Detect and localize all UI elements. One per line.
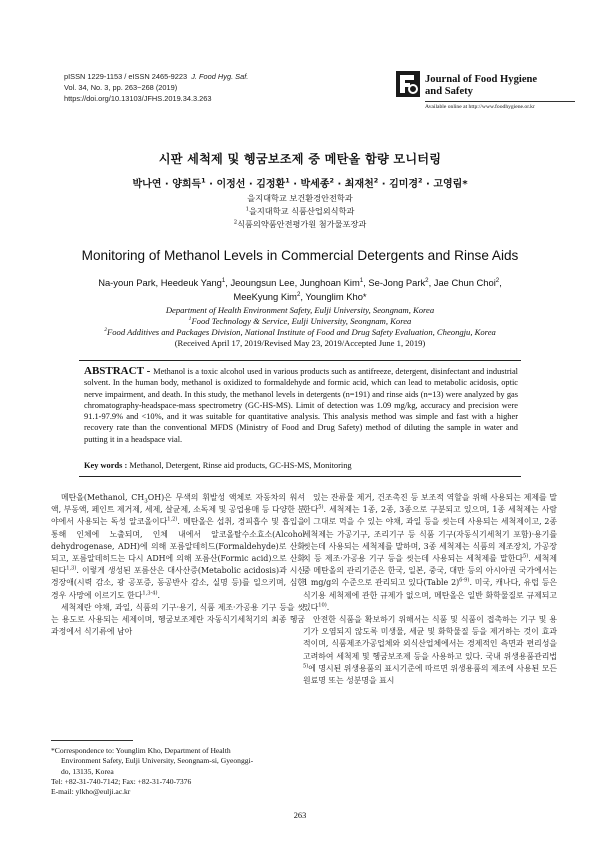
english-author-name: , [499, 277, 502, 288]
korean-author-name: 김정환 [256, 179, 286, 190]
body-text: . 메탄올은 섭취, 경피흡수 및 흡입을 통해 인체에 노출되며, 인체 내에서 알코올탈수소효소(Alcohol dehydrogenase, ADH)에 의해 포름알데히드(Formaldehyde)로 산화되고, 포름알데히드는 다시 ADH에 의해 포름산(Formic acid)으로 산화된다 [51, 517, 305, 576]
english-author-name: , Se-Jong Park [363, 277, 426, 288]
english-author-sup: 1 [221, 276, 226, 284]
citation-ref: 1,3) [66, 565, 77, 572]
korean-author-name: 박나연 [132, 179, 162, 190]
citation-ref: 6-9) [459, 577, 470, 584]
body-text: 안전한 식품을 확보하기 위해서는 식품 및 식품이 접촉하는 기구 및 용기가 오염되지 않도록 미생물, 세균 및 화학물질 등을 제거하는 것이 효과적이며, 식품제조가공업체와 외식산업체에서는 경제적인 측면과 편리성을 고려하여 세척제 및 헹굼보조제 등을 사용하고 있다. 국내 위생용품관리법 [303, 615, 557, 661]
body-text: 메탄올(Methanol, CH [61, 493, 145, 502]
keywords-label: Key words : [84, 461, 130, 470]
body-paragraph [303, 614, 557, 687]
body-text: 있는 잔류물 제거, 건조촉진 등 보조적 역할을 위해 사용되는 제제를 말한다 [303, 493, 557, 515]
citation-ref: 10) [318, 602, 327, 609]
english-affiliations [40, 305, 560, 339]
citation-ref: 5) [522, 553, 529, 560]
journal-citation-block [64, 71, 248, 104]
keywords [84, 461, 518, 470]
english-affiliation-1: $^1$Food Technology & Service, Eulji University, Seongnam, Korea [188, 316, 412, 327]
korean-author-sup: 1 [285, 176, 290, 185]
journal-title-line1: Journal of Food Hygiene [425, 74, 538, 85]
english-authors [40, 276, 560, 304]
citation-ref: 5) [303, 663, 309, 670]
english-author-name: Heedeuk Yang [160, 277, 222, 288]
body-text: . [157, 590, 161, 600]
english-author-sup: 2 [495, 276, 500, 284]
volume-line: Vol. 34, No. 3, pp. 263~268 (2019) [64, 83, 178, 92]
english-affiliation-2: $^2$Food Additives and Packages Division, National Institute of Food and Drug Safety Evaluation, Cheongju, Korea [104, 327, 496, 338]
english-author-name: Na-youn Park, [98, 277, 161, 288]
english-author-name: , Jeoungsun Lee, Junghoan Kim [225, 277, 360, 288]
correspondence-footnote: *Correspondence to: Younglim Kho, Department of Health Environment Safety, Eulji University, Seongnam-si, Gyeonggi- do, 13135, Korea Tel: +82-31-740-7142; Fax: +82-31-740-7376 E-mail: ylkho@eulji.ac.kr [51, 746, 301, 797]
english-author-name: , Younglim Kho* [300, 291, 367, 302]
body-text: . 세척제는 1종, 2종, 3종으로 구분되고 있으며, 1종 세척제는 사람이 그대로 먹을 수 있는 야채, 과일 등을 씻는데 사용되는 세척제이고, 2종 세척제는 가공기구, 조리기구 등 식품 기구(자동식기세척기 포함)·용기를 씻는데 사용되는 세척제를 말하며, 3종 세척제는 식품의 제조장치, 가공장치 등 제조·가공용 기구 등을 씻는데 사용되는 세척제를 말한다 [303, 505, 557, 564]
english-author-sup: 2 [296, 290, 301, 298]
korean-author-name: 박세종 [300, 179, 330, 190]
abstract-label: ABSTRACT - [84, 365, 154, 377]
body-paragraph [303, 492, 557, 614]
english-authors-line2 [40, 290, 560, 304]
citation-ref: 1,3-4) [142, 590, 158, 596]
body-column-left [51, 492, 305, 638]
abstract [84, 366, 518, 445]
english-affiliation-0: Department of Health Environment Safety, Eulji University, Seongnam, Korea [165, 305, 435, 315]
korean-author-name: 양희득 [172, 179, 202, 190]
korean-affiliation-0: 을지대학교 보건환경안전학과 [247, 193, 353, 203]
english-author-name: , Jae Chun Choi [428, 277, 496, 288]
page-number: 263 [293, 811, 307, 820]
english-title: Monitoring of Methanol Levels in Commercial Detergents and Rinse Aids [81, 248, 519, 263]
body-text: OH)은 무색의 휘발성 액체로 자동차의 워셔액, 부동액, 페인트 제거제, 세제, 살균제, 소독제 및 공업용매 등 다양한 분야에서 사용되는 독성 알코올이다 [51, 493, 305, 527]
korean-author-sup: 1 [201, 176, 206, 185]
korean-author-sup: 2 [418, 176, 423, 185]
korean-affiliation-2: $^2$식품의약품안전평가원 첨가물포장과 [233, 219, 367, 229]
chemical-subscript: 3 [144, 498, 148, 505]
korean-author-sup: 2 [373, 176, 379, 185]
body-text: 에 명시된 위생용품의 표시기준에 따르면 위생용품의 제조에 사용된 모든 원료명 또는 성분명을 표시 [303, 663, 558, 686]
english-author-sup: 2 [425, 276, 429, 284]
correspondence-email[interactable]: E-mail: ylkho@eulji.ac.kr [51, 787, 131, 797]
keywords-text: Methanol, Detergent, Rinse aid products, GC-HS-MS, Monitoring [129, 461, 352, 470]
body-text: . 이렇게 생성된 포름산은 대사산증(Metabolic acidosis)과 시신경장애(시력 감소, 광 공포증, 동공반사 감소, 실명 등)를 일으키며, 심한 경우 사망에 이르기도 한다 [51, 566, 305, 600]
journal-masthead [425, 74, 575, 111]
korean-author-name: 최재천 [344, 179, 374, 190]
english-author-sup: 1 [359, 276, 364, 284]
korean-affiliation-1: $^1$을지대학교 식품산업외식학과 [245, 206, 355, 216]
body-column-right [303, 492, 557, 687]
footnote-divider [51, 740, 133, 741]
body-paragraph [51, 602, 305, 639]
body-text: 세척제란 야채, 과일, 식품의 기구·용기, 식품 제조·가공용 기구 등을 씻는 용도로 사용되는 세제이며, 헹굼보조제란 자동식기세척기의 최종 헹굼과정에서 식기류에 남아 [51, 602, 305, 637]
korean-author-sup: 2 [329, 176, 335, 185]
journal-title-line2: and Safety [425, 86, 473, 97]
korean-author-name: 이정선 [216, 179, 246, 190]
body-text: . 미국, 캐나다, 유럽 등은 식기용 세척제에 관한 규제가 없으며, 메탄올은 일반 화학물질로 규제되고 있다 [303, 578, 557, 612]
abstract-text: Methanol is a toxic alcohol used in various products such as antifreeze, detergent, disinfectant and industrial solvent. In the human body, methanol is oxidized to formaldehyde and formic acid, which can lead to metabolic acidosis, optic nerve impairment, and death. In this study, the methanol levels in detergents (n=191) and rinse aids (n=13) were analyzed by gas chromatography-headspace-mass spectrometry (GC-HS-MS). Limit of detection was 1.09 mg/kg, accuracy and precision were 91.1-97.9% and <10%, and it was suitable for quantitative analysis. This analysis method was simple and fast with a higher recovery rate than the conventional MFDS (Ministry of Food and Drug Safety) method of diluting the sample in water and putting it in a headspace vial. [84, 367, 519, 444]
body-paragraph [51, 492, 305, 602]
english-author-name: MeeKyung Kim [233, 291, 297, 302]
journal-logo-icon [396, 71, 420, 97]
body-text: . [326, 602, 330, 612]
korean-author-name: 김미경 [389, 179, 419, 190]
issn-line: pISSN 1229-1153 / eISSN 2465-9223 J. Food Hyg. Saf. [64, 72, 249, 81]
journal-abbreviation: J. Food Hyg. Saf. [191, 72, 249, 81]
available-online-link[interactable]: Available online at http://www.foodhygiene.or.kr [425, 101, 575, 111]
korean-author-name: 고영림* [433, 179, 468, 190]
citation-ref: 5) [318, 504, 324, 511]
korean-title: 시판 세척제 및 헹굼보조제 중 메탄올 함량 모니터링 [158, 152, 442, 166]
body-text: . 세척제 중 메탄올의 관리기준은 한국, 일본, 중국, 대만 등의 아시아권 국가에서는 1 mg/g의 수준으로 관리되고 있다(Table 2) [303, 554, 557, 588]
received-dates: (Received April 17, 2019/Revised May 23, 2019/Accepted June 1, 2019) [174, 338, 426, 348]
doi-link[interactable]: https://doi.org/10.13103/JFHS.2019.34.3.263 [64, 94, 212, 103]
korean-authors: 박나연 · 양희득$^1$ · 이정선 · 김정환$^1$ · 박세종$^2$ · 최재천$^2$ · 김미경$^2$ · 고영림* [132, 176, 468, 190]
english-authors-line1 [40, 276, 560, 290]
citation-ref: 1,2) [167, 516, 178, 523]
